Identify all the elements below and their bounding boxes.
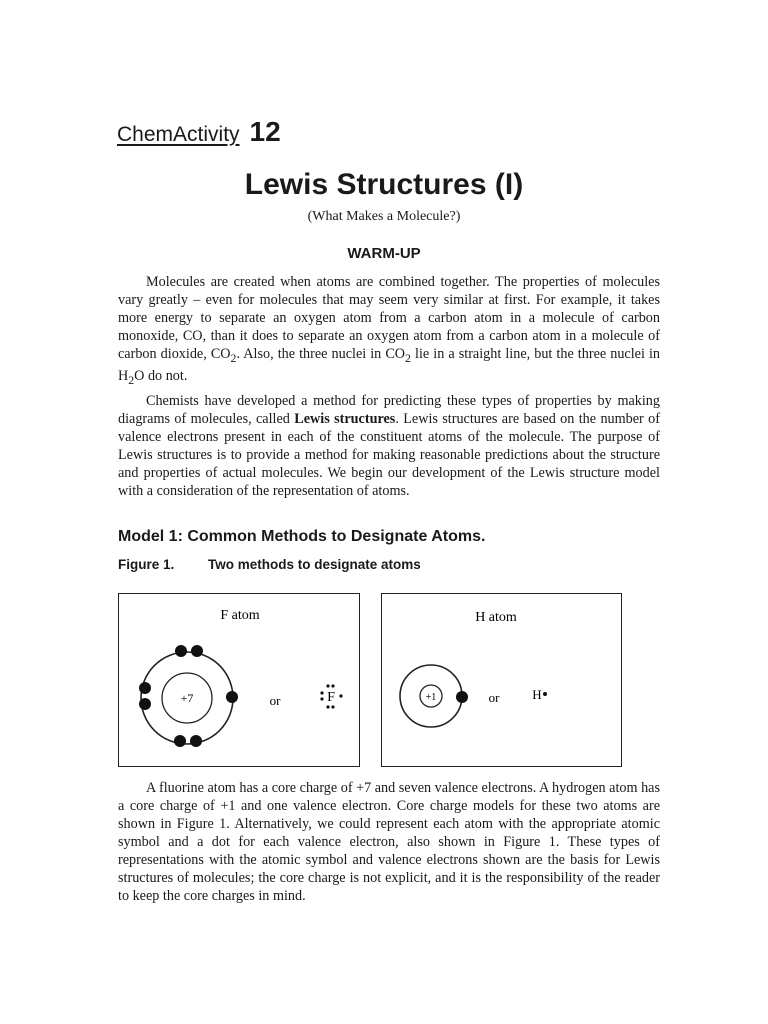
f-lewis-dot [331,684,334,687]
page-subtitle: (What Makes a Molecule?) [307,209,461,224]
f-lewis-symbol: F [327,690,335,705]
f-electron [175,645,187,657]
f-lewis-dot [320,697,323,700]
warmup-paragraph-1: Molecules are created when atoms are combined together. The properties of molecules vary greatly – even for molecules that may seem very similar at first. For example, it takes more energy to separate an oxygen atom from a carbon atom in a molecule of carbon monoxide, CO, than it does to separate an oxygen atom from a carbon atom in a molecule of carbon dioxide, $CO_2$. Also, the three nuclei in $CO_2$ lie in a straight line, but the three nuclei in $H_2O$ do not. [118,274,660,387]
figure-caption [118,557,421,572]
f-lewis-dot [326,705,329,708]
f-electron [226,691,238,703]
f-lewis-dot [320,691,323,694]
page-title: Lewis Structures (I) [244,168,524,201]
h-atom-figure [381,593,622,767]
h-lewis-dot [543,692,547,696]
h-electron [456,691,468,703]
f-or-text: or [269,693,281,708]
h-or-text: or [488,690,500,705]
h-core-charge: +1 [425,692,437,703]
f-lewis-dot [326,684,329,687]
f-lewis-dot [339,694,342,697]
f-atom-diagram [119,594,359,766]
f-electron [174,735,186,747]
figure-explanation-paragraph: A fluorine atom has a core charge of +7 and seven valence electrons. A hydrogen atom has a core charge of +1 and one valence electron. Core charge models for these two atoms are shown in Figure 1. Alternatively, we could represent each atom with the appropriate atomic symbol and a dot for each valence electron, also shown in Figure 1. These types of representations with the atomic symbol and valence electrons shown are the basis for Lewis structures of molecules; the core charge is not explicit, and it is the responsibility of the reader to keep the core charges in mind. [118,780,660,904]
chemactivity-header [117,116,281,148]
f-electron [190,735,202,747]
f-lewis-dot [331,705,334,708]
chemactivity-label: ChemActivity [117,123,240,146]
h-atom-label: H atom [475,610,517,625]
chemactivity-number: 12 [249,116,281,147]
warmup-paragraph-2: Chemists have developed a method for predicting these types of properties by making diagrams of molecules, called Lewis structures. Lewis structures are based on the number of valence electrons present in each of the constituent atoms of the molecule. The purpose of Lewis structures is to provide a method for making reasonable predictions about the structure and properties of actual molecules. We begin our development of the Lewis structure model with a consideration of the representation of atoms. [118,393,660,499]
f-core-charge: +7 [180,691,194,705]
f-electron [191,645,203,657]
figure-number: Figure 1. [118,557,175,572]
f-electron [139,682,151,694]
warmup-heading: WARM-UP [347,245,421,262]
lewis-structures-term: Lewis structures [294,411,396,427]
f-atom-label: F atom [220,608,260,623]
f-atom-figure [118,593,360,767]
figure-caption-text: Two methods to designate atoms [208,557,421,572]
model-heading: Model 1: Common Methods to Designate Atoms. [118,528,486,545]
h-atom-diagram [382,594,621,766]
f-electron [139,698,151,710]
h-lewis-symbol: H [532,687,542,702]
